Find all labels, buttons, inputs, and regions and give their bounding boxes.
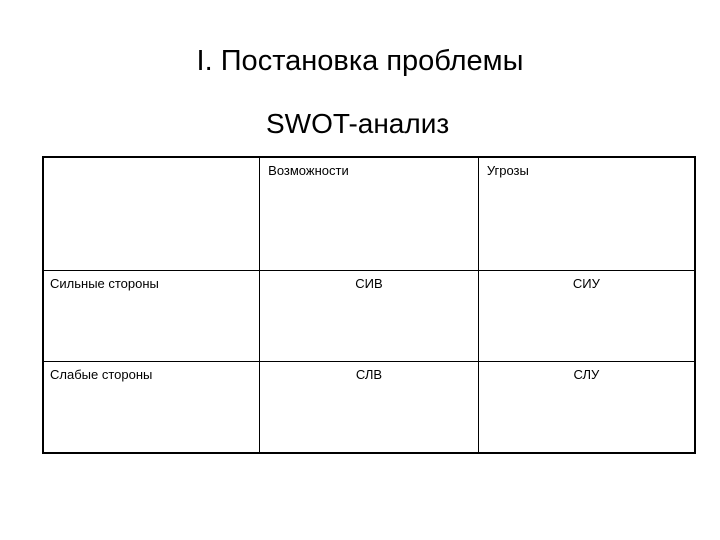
cell-weaknesses-threats — [478, 362, 695, 454]
header-label-opportunities: Возможности — [268, 163, 349, 178]
code-siu: СИУ — [572, 276, 600, 291]
code-slv: СЛВ — [355, 367, 383, 382]
swot-row-weaknesses — [43, 362, 695, 454]
row-label-cell-strengths — [43, 271, 260, 362]
corner-cell — [43, 157, 260, 271]
row-label-weaknesses: Слабые стороны — [50, 367, 153, 382]
header-cell-threats — [478, 157, 695, 271]
cell-strengths-opportunities — [260, 271, 479, 362]
row-label-cell-weaknesses — [43, 362, 260, 454]
slide-subtitle: SWOT-анализ — [266, 108, 450, 139]
header-label-threats: Угрозы — [486, 163, 529, 178]
slide-title: I. Постановка проблемы — [196, 45, 524, 77]
cell-weaknesses-opportunities — [260, 362, 479, 454]
header-cell-opportunities — [260, 157, 479, 271]
code-siv: СИВ — [355, 276, 383, 291]
cell-strengths-threats — [478, 271, 695, 362]
code-slu: СЛУ — [573, 367, 600, 382]
swot-header-row — [43, 157, 695, 271]
row-label-strengths: Сильные стороны — [50, 276, 159, 291]
swot-row-strengths — [43, 271, 695, 362]
swot-table — [42, 156, 696, 454]
